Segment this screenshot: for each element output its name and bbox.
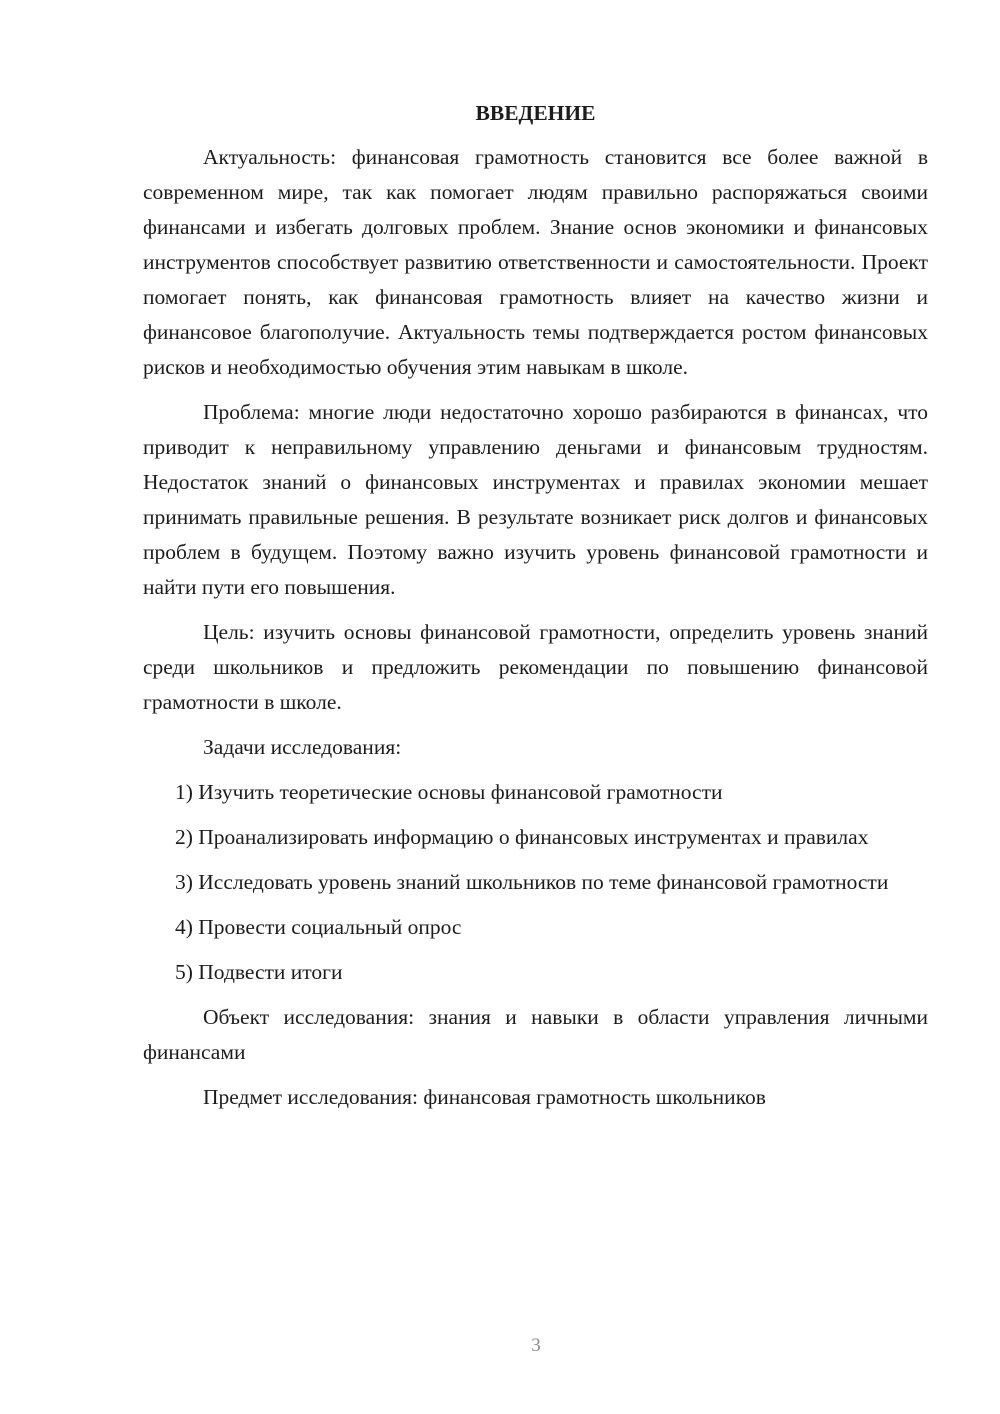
task-item-1: 1) Изучить теоретические основы финансовой грамотности [175, 780, 723, 804]
section-title: ВВЕДЕНИЕ [475, 101, 596, 125]
page-number: 3 [531, 1335, 541, 1356]
task-item-3: 3) Исследовать уровень знаний школьников по теме финансовой грамотности [175, 870, 889, 894]
paragraph-goal: Цель: изучить основы финансовой грамотности, определить уровень знаний среди школьников и предложить рекомендации по повышению финансовой грамотности в школе. [143, 620, 928, 714]
paragraph-relevance: Актуальность: финансовая грамотность становится все более важной в современном мире, так как помогает людям правильно распоряжаться своими финансами и избегать долговых проблем. Знание основ экономики и финансовых инструментов способствует развитию ответственности и самостоятельности. Проект помогает понять, как финансовая грамотность влияет на качество жизни и финансовое благополучие. Актуальность темы подтверждается ростом финансовых рисков и необходимостью обучения этим навыкам в школе. [143, 145, 928, 379]
tasks-heading: Задачи исследования: [203, 735, 402, 759]
task-item-4: 4) Провести социальный опрос [175, 915, 462, 939]
task-item-2: 2) Проанализировать информацию о финансовых инструментах и правилах [175, 825, 869, 849]
task-item-5: 5) Подвести итоги [175, 960, 343, 984]
research-subject: Предмет исследования: финансовая грамотность школьников [203, 1085, 766, 1109]
page-content [143, 98, 928, 1125]
paragraph-problem: Проблема: многие люди недостаточно хорошо разбираются в финансах, что приводит к неправильному управлению деньгами и финансовым трудностям. Недостаток знаний о финансовых инструментах и правилах экономии мешает принимать правильные решения. В результате возникает риск долгов и финансовых проблем в будущем. Поэтому важно изучить уровень финансовой грамотности и найти пути его повышения. [143, 400, 928, 599]
research-object: Объект исследования: знания и навыки в области управления личными финансами [143, 1005, 928, 1064]
